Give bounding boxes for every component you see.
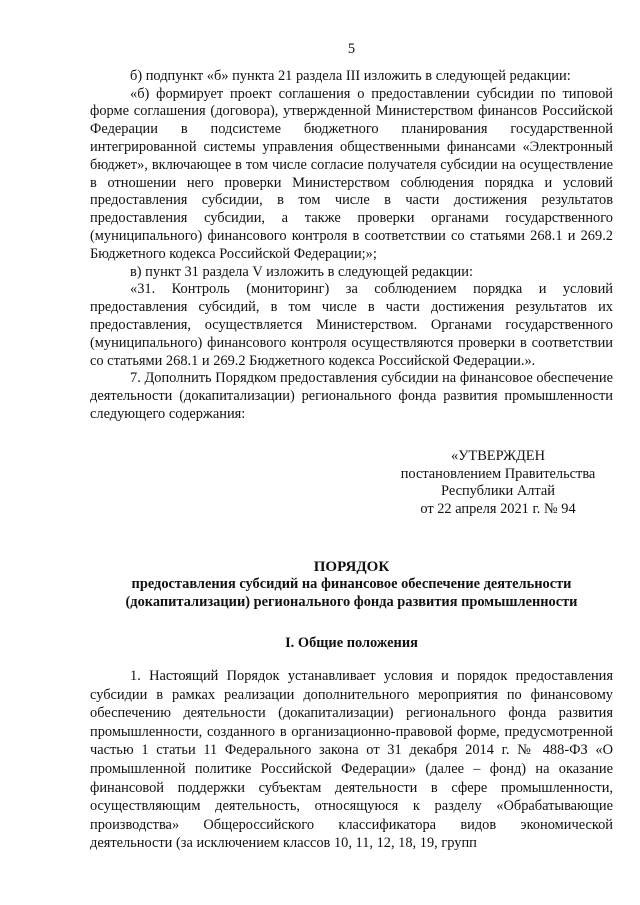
- section-paragraph: 1. Настоящий Порядок устанавливает условия и порядок предоставления субсидии в рамках реализации дополнительного мероприятия по финансовому обеспечению деятельности (докапитализации) регионального фонда развития промышленности, созданного в организационно-правовой форме, предусмотренной частью 1 статьи 11 Федерального закона от 31 декабря 2014 г. № 488-ФЗ «О промышленной политике Российской Федерации» (далее – фонд) на оказание финансовой поддержки субъектам деятельности в сфере промышленности, осуществляющим деятельность, относящуюся к разделу «Обрабатывающие производства» Общероссийского классификатора видов экономической деятельности (за исключением классов 10, 11, 12, 18, 19, групп: [90, 667, 613, 852]
- approval-line: «УТВЕРЖДЕН: [451, 447, 545, 464]
- approval-line: от 22 апреля 2021 г. № 94: [420, 501, 576, 518]
- title-line: (докапитализации) регионального фонда развития промышленности: [125, 593, 578, 610]
- paragraph-item-7: 7. Дополнить Порядком предоставления субсидии на финансовое обеспечение деятельности (докапитализации) регионального фонда развития промышленности следующего содержания:: [90, 370, 613, 422]
- paragraph-amend-b-text: «б) формирует проект соглашения о предоставлении субсидии по типовой форме соглашения (договора), утвержденной Министерством финансов Российской Федерации в подсистеме бюджетного планирования государственной интегрированной системы управления общественными финансами «Электронный бюджет», включающее в том числе согласие получателя субсидии на осуществление в отношении него проверки Министерством соблюдения порядка и условий предоставления субсидии, в том числе в части достижения результатов предоставления субсидии, а также проверки органами государственного (муниципального) финансового контроля в соответствии со статьями 268.1 и 269.2 Бюджетного кодекса Российской Федерации;»;: [90, 85, 613, 262]
- paragraph-amend-v: в) пункт 31 раздела V изложить в следующей редакции:: [130, 263, 473, 280]
- paragraph-amend-b: б) подпункт «б» пункта 21 раздела III изложить в следующей редакции:: [130, 67, 571, 84]
- approval-line: постановлением Правительства: [400, 465, 596, 482]
- document-title: [90, 559, 613, 611]
- paragraph-amend-v-text: «31. Контроль (мониторинг) за соблюдением порядка и условий предоставления субсидий, в том числе в части достижения результатов их предоставления, осуществляется Министерством. Органами государственного (муниципального) финансового контроля осуществляются проверки в соответствии со статьями 268.1 и 269.2 Бюджетного кодекса Российской Федерации.».: [90, 281, 613, 369]
- page-number: 5: [347, 41, 356, 57]
- approval-line: Республики Алтай: [441, 483, 555, 500]
- section-heading: I. Общие положения: [285, 635, 418, 652]
- title-line: предоставления субсидий на финансовое обеспечение деятельности: [131, 576, 572, 593]
- approval-block: [390, 448, 606, 519]
- title-line: ПОРЯДОК: [313, 558, 390, 575]
